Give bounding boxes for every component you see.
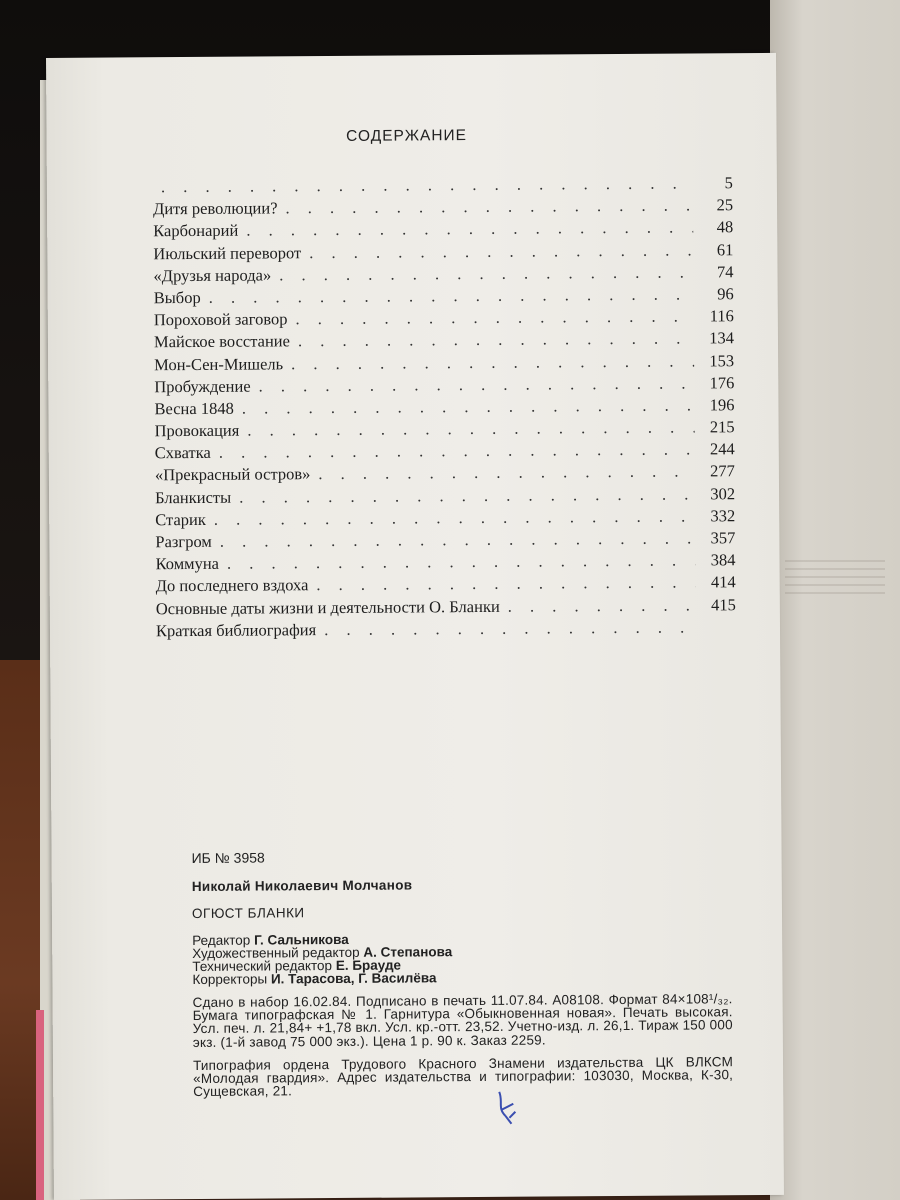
toc-entry-title: Майское восстание	[153, 331, 290, 352]
toc-leader-dots	[220, 528, 696, 551]
toc-leader-dots	[246, 218, 693, 241]
toc-page-number: 332	[710, 506, 736, 526]
toc-entry-title: Разгром	[155, 531, 212, 552]
print-specs: Сдано в набор 16.02.84. Подписано в печать 11.07.84. А08108. Формат 84×108¹/₃₂. Бумага типографская № 1. Гарнитура «Обыкновенная новая». Печать высокая. Усл. печ. л. 21,84+ +1,78 вкл. Усл. кр.-отт. 23,52. Учетно-изд. л. 26,1. Тираж 150 000 экз. (1-й завод 75 000 экз.). Цена 1 р. 90 к. Заказ 2259.	[192, 991, 733, 1050]
toc-page-number: 215	[709, 417, 735, 437]
credit-role: Редактор	[192, 932, 251, 949]
toc-leader-dots	[239, 484, 695, 507]
toc-page-number: 196	[709, 395, 735, 415]
toc-page-number: 5	[724, 173, 733, 193]
credit-name: Г. Сальникова	[254, 931, 349, 948]
toc-page-number: 25	[716, 195, 734, 215]
toc-entry-title: Июльский переворот	[153, 242, 302, 263]
toc-entry-title: Старик	[155, 509, 206, 530]
toc-leader-dots	[219, 440, 695, 463]
toc-leader-dots	[309, 240, 693, 263]
toc-leader-dots	[279, 262, 693, 285]
toc-entry-title: Карбонарий	[153, 221, 239, 241]
book-page	[46, 53, 784, 1200]
ink-mark-icon	[491, 1088, 521, 1128]
toc-entry-title: «Друзья народа»	[153, 265, 272, 286]
toc-page-number: 357	[710, 528, 736, 548]
toc-entry-title: Весна 1848	[154, 398, 234, 419]
credit-line	[192, 969, 732, 986]
toc-entry-title: Краткая библиография	[155, 619, 317, 640]
toc-entry-title: Коммуна	[155, 553, 220, 574]
toc-page-number: 415	[711, 594, 736, 614]
toc-leader-dots	[161, 173, 693, 197]
toc-entry-title: Пробуждение	[154, 376, 251, 396]
toc-leader-dots	[259, 373, 695, 396]
credit-name: И. Тарасова, Г. Василёва	[270, 970, 437, 987]
toc-entry-title: «Прекрасный остров»	[154, 464, 311, 485]
table-of-contents	[153, 173, 736, 643]
toc-entry-title: Провокация	[154, 420, 240, 441]
toc-entry-title: Схватка	[154, 443, 211, 463]
toc-entry-title: До последнего вздоха	[155, 575, 309, 596]
toc-entry-title: Основные даты жизни и деятельности О. Бланки	[155, 596, 500, 618]
toc-title: СОДЕРЖАНИЕ	[346, 127, 468, 145]
facing-page	[770, 0, 900, 1200]
pink-bookmark-edge	[36, 1010, 44, 1200]
printer-info: Типография ордена Трудового Красного Знамени издательства ЦК ВЛКСМ «Молодая гвардия». Адрес издательства и типографии: 103030, Москва, К-30, Сущевская, 21.	[192, 1054, 734, 1100]
toc-leader-dots	[242, 395, 695, 418]
author-name: Николай Николаевич Молчанов	[191, 877, 413, 895]
toc-leader-dots	[316, 573, 695, 596]
toc-leader-dots	[209, 284, 694, 307]
toc-page-number: 414	[710, 572, 736, 592]
toc-leader-dots	[298, 329, 694, 352]
toc-page-number: 277	[710, 461, 735, 481]
toc-page-number: 116	[709, 306, 734, 326]
toc-page-number: 153	[709, 350, 735, 370]
toc-entry-title: Выбор	[153, 287, 201, 308]
credit-role: Художественный редактор	[192, 944, 360, 962]
toc-page-number: 176	[709, 372, 735, 393]
toc-entry-title: Бланкисты	[155, 487, 232, 507]
credits	[192, 930, 732, 986]
toc-page-number: 74	[716, 261, 734, 282]
toc-page-number: 302	[710, 483, 736, 503]
toc-page-number: 48	[716, 217, 734, 237]
toc-page-number: 244	[709, 439, 735, 459]
toc-leader-dots	[295, 307, 693, 330]
colophon	[192, 846, 734, 1098]
credit-name: Е. Брауде	[335, 957, 402, 973]
toc-leader-dots	[291, 351, 694, 374]
toc-leader-dots	[318, 462, 695, 485]
toc-page-number: 384	[710, 550, 736, 570]
toc-leader-dots	[214, 506, 696, 529]
toc-leader-dots	[247, 418, 694, 441]
toc-entry-title: Пороховой заговор	[153, 309, 288, 330]
toc-entry-title: Мон-Сен-Мишель	[154, 353, 284, 374]
credit-role: Корректоры	[192, 971, 268, 987]
toc-leader-dots	[508, 595, 696, 616]
credit-role: Технический редактор	[192, 958, 333, 975]
toc-leader-dots	[227, 551, 696, 574]
toc-entry	[156, 617, 736, 643]
book-title: ОГЮСТ БЛАНКИ	[191, 905, 305, 922]
credit-name: А. Степанова	[363, 944, 453, 960]
toc-page-number: 61	[716, 239, 734, 259]
bleed-through-text	[785, 560, 885, 600]
toc-entry-title: Дитя революции?	[152, 198, 278, 219]
toc-page-number: 134	[709, 328, 735, 348]
toc-leader-dots	[285, 196, 693, 219]
toc-leader-dots	[324, 617, 696, 640]
ib-number: ИБ № 3958	[191, 849, 265, 867]
toc-page-number: 96	[717, 284, 734, 304]
